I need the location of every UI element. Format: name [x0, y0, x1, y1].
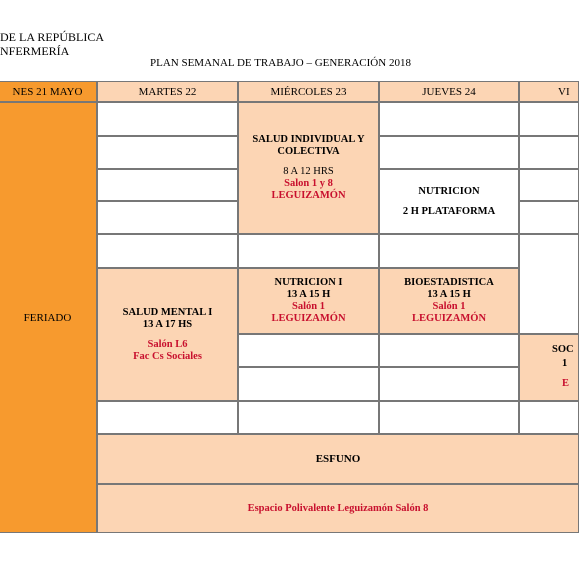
thursday-bioestadistica-block [379, 268, 519, 334]
holiday-label: FERIADO [23, 311, 72, 324]
course-room: Salon 1 y 8 [284, 178, 333, 189]
plan-title: PLAN SEMANAL DE TRABAJO – GENERACIÓN 2018 [150, 57, 411, 69]
friday-empty-slot-2 [519, 136, 579, 169]
tuesday-empty-slot-2 [97, 136, 238, 169]
day-header-friday: VI [519, 81, 579, 102]
espacio-polivalente-label: Espacio Polivalente Leguizamón Salón 8 [247, 502, 429, 514]
thursday-empty-slot-6 [379, 401, 519, 434]
friday-room-fragment: E [562, 378, 570, 389]
course-time: 13 A 15 H [286, 289, 331, 300]
friday-empty-slot-3 [519, 169, 579, 201]
day-header-wednesday: MIÉRCOLES 23 [238, 81, 379, 102]
esfuno-label: ESFUNO [315, 453, 361, 465]
thursday-empty-slot-5 [379, 367, 519, 401]
friday-partial-block [519, 334, 579, 401]
wednesday-empty-slot-4 [238, 401, 379, 434]
monday-holiday-cell [0, 102, 97, 533]
institution-line-2: NFERMERÍA [0, 44, 70, 58]
day-header-monday: NES 21 MAYO [0, 81, 97, 102]
course-place: Fac Cs Sociales [133, 350, 202, 362]
tuesday-empty-slot-5 [97, 234, 238, 268]
day-header-thursday: JUEVES 24 [379, 81, 519, 102]
friday-course-fragment: SOC [552, 344, 574, 355]
course-teacher: LEGUIZAMÓN [411, 313, 487, 324]
course-time: 13 A 15 H [427, 289, 471, 300]
tuesday-salud-mental-block [97, 268, 238, 401]
day-header-tuesday: MARTES 22 [97, 81, 238, 102]
course-time: 8 A 12 HRS [283, 166, 334, 177]
friday-empty-slot-6 [519, 401, 579, 434]
course-name: NUTRICION [418, 185, 480, 197]
course-teacher: LEGUIZAMÓN [271, 190, 346, 201]
thursday-empty-slot-2 [379, 136, 519, 169]
course-time: 13 A 17 HS [142, 318, 193, 330]
esfuno-row [97, 434, 579, 484]
course-name: SALUD MENTAL I [122, 306, 213, 318]
course-name-line-2: COLECTIVA [277, 146, 340, 157]
course-room: Salón 1 [292, 301, 325, 312]
thursday-empty-slot-1 [379, 102, 519, 136]
wednesday-empty-slot-3 [238, 367, 379, 401]
course-detail: 2 H PLATAFORMA [402, 205, 496, 217]
tuesday-empty-slot-3 [97, 169, 238, 201]
course-teacher: LEGUIZAMÓN [271, 313, 346, 324]
course-name: NUTRICION I [274, 277, 343, 288]
wednesday-empty-slot-2 [238, 334, 379, 367]
wednesday-salud-individual-block [238, 102, 379, 234]
thursday-empty-slot-3 [379, 234, 519, 268]
tuesday-empty-slot-4 [97, 201, 238, 234]
wednesday-nutricion-block [238, 268, 379, 334]
wednesday-empty-slot-1 [238, 234, 379, 268]
course-name-line-1: SALUD INDIVIDUAL Y [252, 134, 365, 145]
tuesday-empty-slot-1 [97, 102, 238, 136]
thursday-nutricion-block [379, 169, 519, 234]
tuesday-empty-slot-6 [97, 401, 238, 434]
course-name: BIOESTADISTICA [404, 277, 494, 288]
friday-empty-slot-1 [519, 102, 579, 136]
course-room: Salón 1 [432, 301, 466, 312]
institution-line-1: DE LA REPÚBLICA [0, 30, 105, 44]
thursday-empty-slot-4 [379, 334, 519, 367]
friday-empty-slot-5 [519, 234, 579, 334]
espacio-polivalente-row [97, 484, 579, 533]
course-room: Salón L6 [147, 338, 188, 350]
friday-empty-slot-4 [519, 201, 579, 234]
friday-time-fragment: 1 [562, 358, 568, 369]
